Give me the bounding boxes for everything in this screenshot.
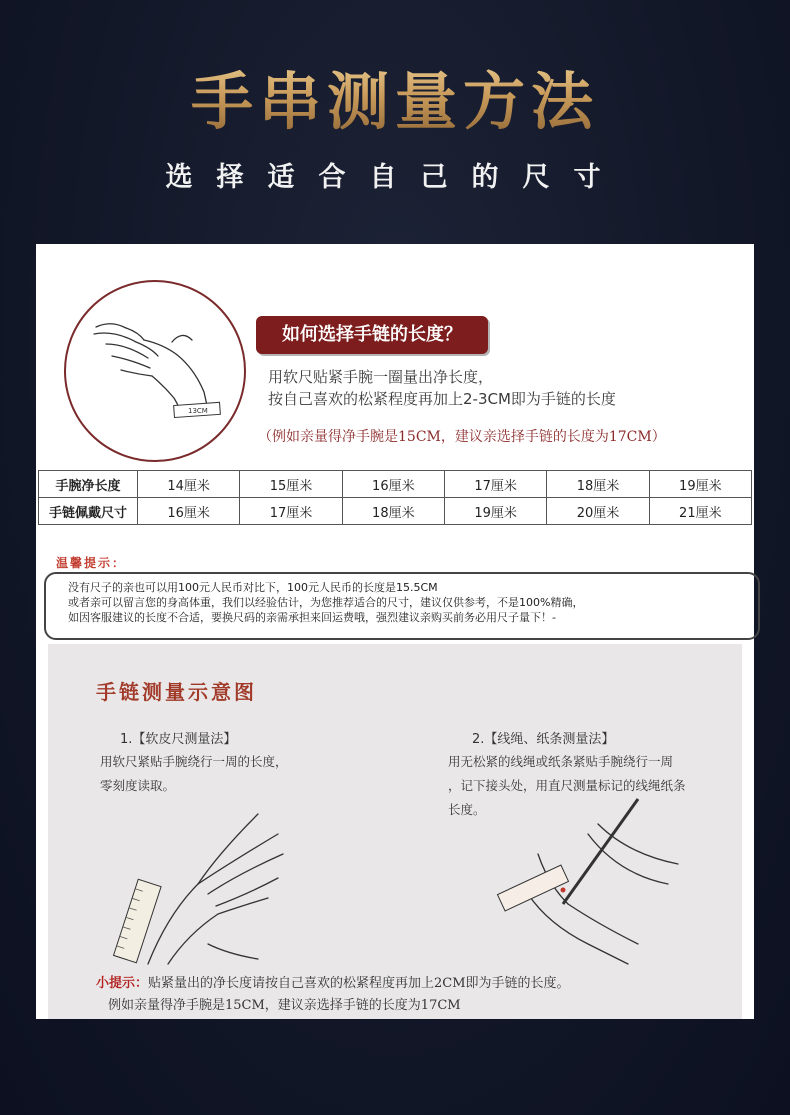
measurement-guide-panel	[36, 244, 754, 1019]
method1-label: 1.【软皮尺测量法】	[120, 732, 237, 747]
method1-desc	[100, 750, 288, 798]
small-tip	[96, 972, 570, 991]
page-title: 手串测量方法	[0, 52, 790, 141]
tip-line: 如因客服建议的长度不合适，要换尺码的亲需承担来回运费哦，强烈建议亲购买前务必用尺子量下！-	[68, 611, 556, 624]
small-tip-example: 例如亲量得净手腕是15CM，建议亲选择手链的长度为17CM	[108, 998, 461, 1013]
tip-line: 没有尺子的亲也可以用100元人民币对比下，100元人民币的长度是15.5CM	[68, 581, 438, 594]
instruction-line-2: 按自己喜欢的松紧程度再加上2-3CM即为手链的长度	[268, 390, 616, 408]
desc-line: 用无松紧的线绳或纸条紧贴手腕绕行一周	[448, 754, 674, 769]
table-row	[39, 471, 752, 498]
desc-line: 零刻度读取。	[100, 778, 176, 793]
tip-line: 或者亲可以留言您的身高体重，我们以经验估计，为您推荐适合的尺寸，建议仅供参考，不是100%精确，	[68, 596, 584, 609]
table-cell: 21厘米	[649, 498, 751, 525]
size-table	[38, 470, 752, 525]
measurement-diagram	[48, 644, 742, 1019]
row-label: 手链佩戴尺寸	[39, 498, 138, 525]
row-label: 手腕净长度	[39, 471, 138, 498]
tape-label: 13CM	[188, 407, 208, 415]
table-cell: 20厘米	[547, 498, 649, 525]
soft-tape-hand-icon	[108, 794, 338, 969]
warm-tip-box	[44, 572, 760, 640]
table-cell: 16厘米	[342, 471, 444, 498]
table-cell: 16厘米	[138, 498, 240, 525]
method2-label: 2.【线绳、纸条测量法】	[472, 732, 615, 747]
hand-with-tape-icon	[66, 282, 244, 460]
table-cell: 17厘米	[240, 498, 342, 525]
table-cell: 15厘米	[240, 471, 342, 498]
table-cell: 14厘米	[138, 471, 240, 498]
small-tip-label: 小提示：	[96, 976, 149, 991]
table-cell: 17厘米	[444, 471, 546, 498]
question-badge: 如何选择手链的长度？	[256, 316, 488, 354]
table-row	[39, 498, 752, 525]
wrist-circle-illustration	[64, 280, 246, 462]
page-subtitle: 选择适合自己的尺寸	[165, 162, 625, 193]
table-cell: 19厘米	[444, 498, 546, 525]
warm-tip-label: 温馨提示：	[56, 556, 127, 570]
string-measure-hand-icon	[468, 794, 688, 969]
table-cell: 18厘米	[342, 498, 444, 525]
diagram-title: 手链测量示意图	[96, 680, 257, 704]
desc-line: 用软尺紧贴手腕绕行一周的长度，	[100, 754, 288, 769]
table-cell: 18厘米	[547, 471, 649, 498]
instruction-line-1: 用软尺贴紧手腕一圈量出净长度，	[268, 368, 494, 386]
desc-line: ，记下接头处，用直尺测量标记的线绳纸条	[448, 778, 686, 793]
example-text: （例如亲量得净手腕是15CM，建议亲选择手链的长度为17CM）	[258, 429, 666, 445]
table-cell: 19厘米	[649, 471, 751, 498]
desc-line: 长度。	[448, 802, 486, 817]
small-tip-text: 贴紧量出的净长度请按自己喜欢的松紧程度再加上2CM即为手链的长度。	[148, 976, 570, 991]
